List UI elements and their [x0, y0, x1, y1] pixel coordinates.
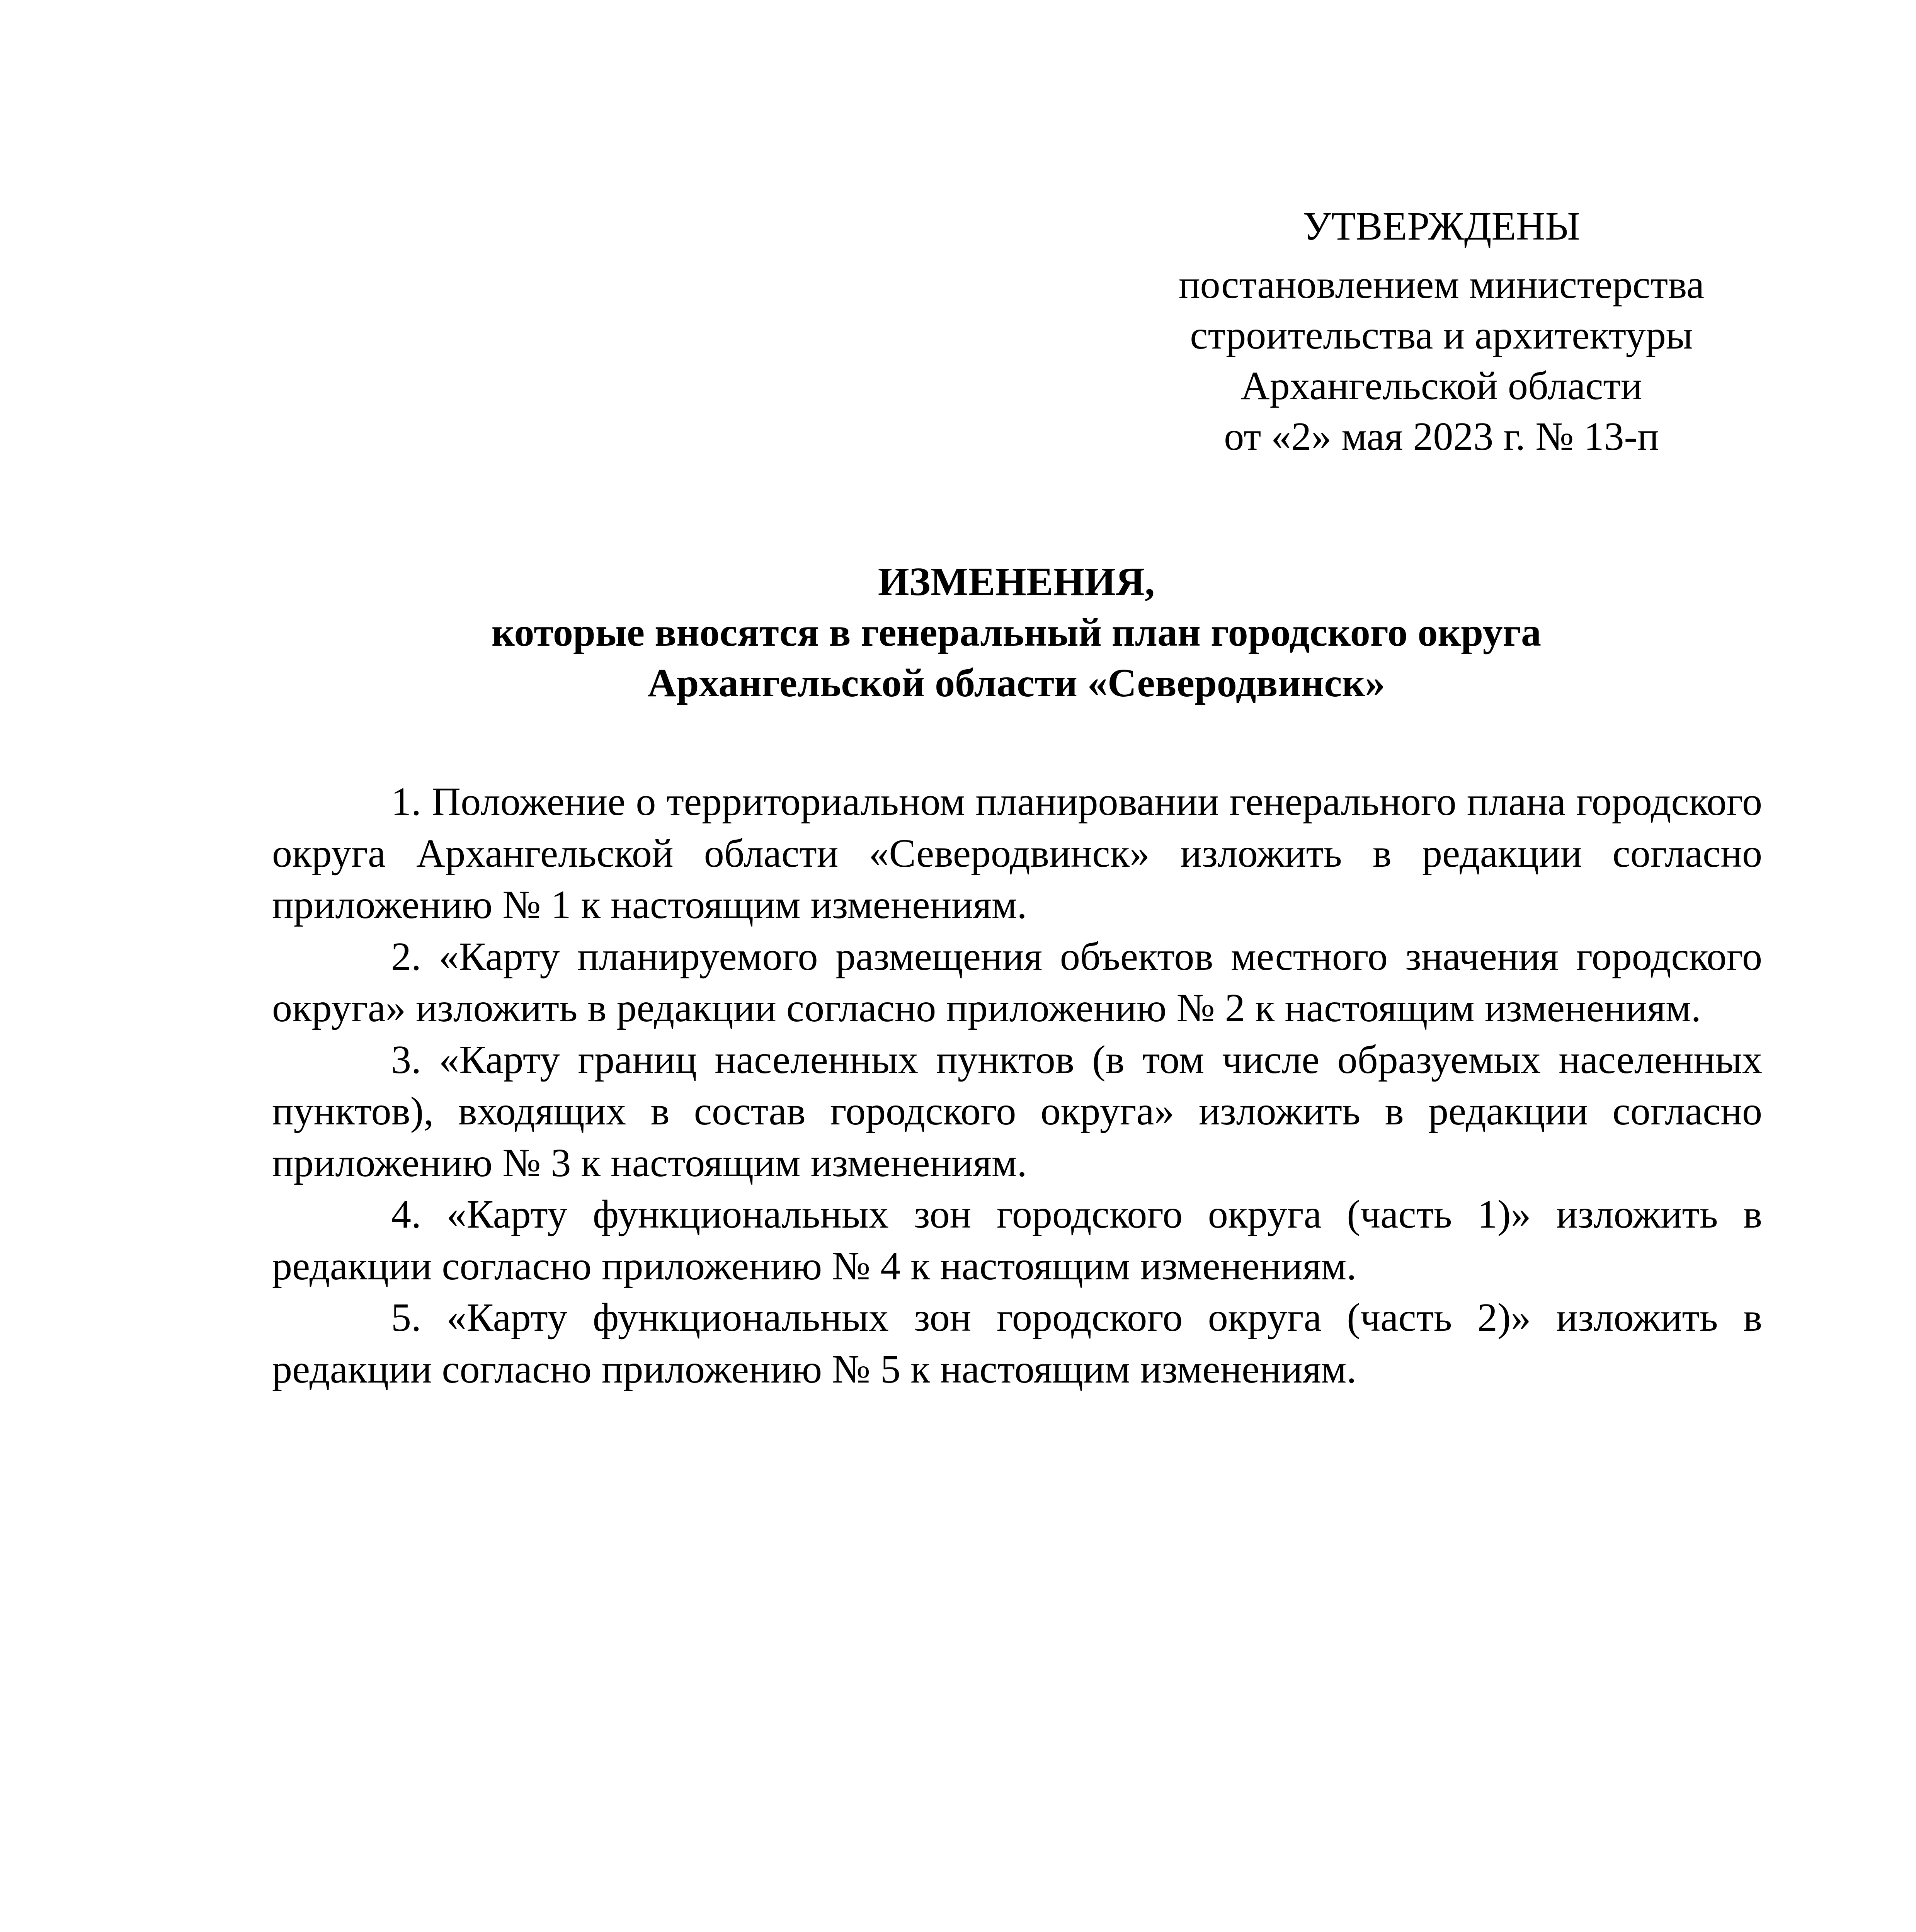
approval-stamp	[1113, 201, 1770, 462]
list-item: 2. «Карту планируемого размещения объектов местного значения городского округа» изложить в редакции согласно приложению № 2 к настоящим изменениям.	[272, 934, 1762, 1030]
list-item: 3. «Карту границ населенных пунктов (в том числе образуемых населенных пунктов), входящих в состав городского округа» изложить в редакции согласно приложению № 3 к настоящим изменениям.	[272, 1037, 1762, 1185]
approval-title: УТВЕРЖДЕНЫ	[1303, 204, 1580, 248]
document-subtitle-line: которые вносятся в генеральный план городского округа	[491, 610, 1542, 655]
list-item: 4. «Карту функциональных зон городского округа (часть 1)» изложить в редакции согласно приложению № 4 к настоящим изменениям.	[272, 1192, 1762, 1288]
document-subtitle-line: Архангельской области «Северодвинск»	[647, 661, 1385, 705]
approval-line: Архангельской области	[1240, 364, 1642, 408]
list-item: 1. Положение о территориальном планировании генерального плана городского округа Архангельской области «Северодвинск» изложить в редакции согласно приложению № 1 к настоящим изменениям.	[272, 779, 1762, 927]
list-item: 5. «Карту функциональных зон городского округа (часть 2)» изложить в редакции согласно приложению № 5 к настоящим изменениям.	[272, 1295, 1762, 1391]
document-title: ИЗМЕНЕНИЯ,	[878, 560, 1155, 604]
approval-line: строительства и архитектуры	[1190, 313, 1693, 357]
approval-date-line: от «2» мая 2023 г. № 13-п	[1224, 414, 1659, 459]
document-body	[272, 776, 1762, 1395]
approval-line: постановлением министерства	[1178, 262, 1705, 307]
document-heading	[271, 556, 1762, 708]
